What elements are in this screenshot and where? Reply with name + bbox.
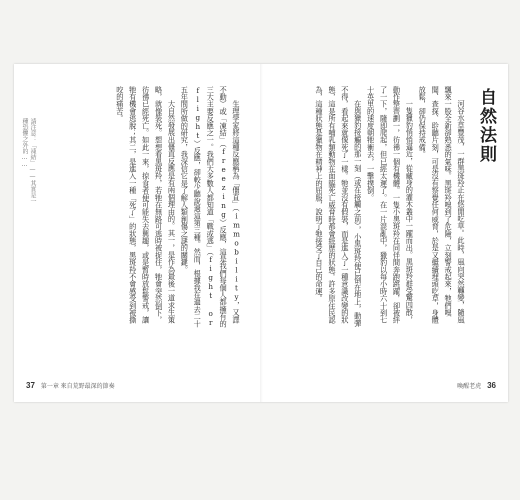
page-number: 37: [26, 381, 35, 390]
paragraph: 在與獵豹接觸的那一刻（或在接觸之前），小黑斑羚便已倒在地上，動彈不得，看起來就像死了一樣。牠並沒有假裝，而是進入了一種意識改變的狀態，這是所有哺乳類動物在面臨死亡威脅時都會經歷的狀態。許多原住民認為，這種狀態是獵物在精神上的屈服，說明了牠接受了自己的命運。: [315, 86, 363, 328]
side-quote: 請注意：「凍結」——其實是一種恐懼之外的……: [21, 118, 36, 204]
left-footer: [26, 381, 115, 390]
right-body-text: [277, 86, 467, 330]
right-page: [263, 64, 508, 402]
right-footer: [457, 381, 496, 390]
left-page: [14, 64, 260, 402]
page-number: 36: [487, 381, 496, 390]
book-spread: [14, 64, 508, 402]
paragraph: 生理學家將這種反應稱為「僵直」（immobility，又譯不動）或「凍結」（freezing）反應，這是我們每個人都擁有的三大主要反應之一。我們大多數人都知道「戰或逃」（fight or flight）反應，卻較少聽說過這第三種。然而，根據我在過去二十五年間所做的研究，我深信它是了解人類創傷之謎的關鍵。: [180, 86, 241, 328]
paragraph: 河谷水草豐茂，一群黑斑羚正在悠閒吃草。此時，風向突然轉變，隨風飄來一股全新卻熟悉的氣味。黑斑羚嗅到了危險，立刻警戒起來，牠們嗅聞、查探、聆聽片刻，可是沒有察覺任何威脅，於是又繼續埋頭吃草，身體放鬆，卻仍保持戒備。: [418, 86, 466, 324]
left-body-text: [36, 86, 242, 330]
running-head: 喚醒老虎: [457, 384, 482, 390]
chapter-section-title: 自然法則: [476, 88, 496, 164]
paragraph: 大自然發展出僵直反應是有兩個理由的。其一，是作為最後一道求生策略，就像裝死。想想看黑斑羚，若牠在無路可逃時被捉住，牠會突然倒下，彷彿已經死亡。如此一來，掠食者便可能失去興趣，或是暫時放鬆警戒，讓牠有機會逃脫；其二，是進入一種「死了」的狀態，黑斑羚不會感受到被撕咬的痛苦。: [115, 86, 177, 324]
running-head: 第一章 來自荒野最深的節奏: [40, 384, 115, 390]
paragraph: 一隻獵豹悄悄逼近，從藏身的灌木叢中一躍而出。黑斑羚群受驚四散，動作整齊劃一，彷彿一個有機體。一隻小黑斑羚在同伴間奔跑跳躍，卻被絆了一下，隨即爬起，但已經太遲了。在一片混亂中，獵豹以每小時六十到七十英里的速度朝牠衝去，一擊撲倒。: [366, 86, 415, 324]
